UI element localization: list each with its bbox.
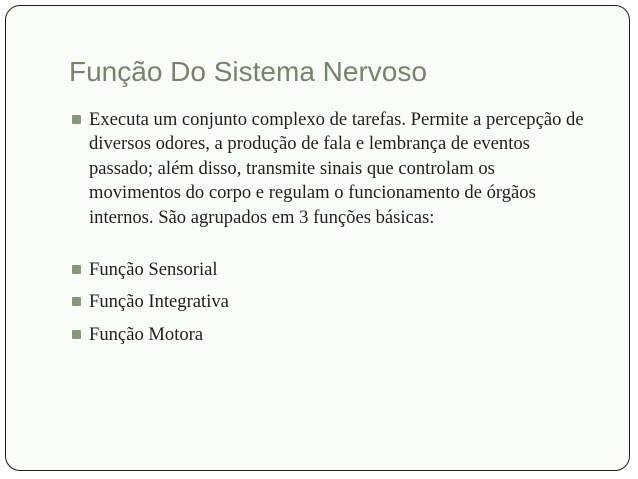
- square-bullet-icon: [72, 115, 81, 124]
- bullet-text: Executa um conjunto complexo de tarefas. Permite a percepção de diversos odores, a produção de fala e lembrança de eventos passado; além disso, transmite sinais que controlam os movimentos do corpo e regulam o funcionamento de órgãos internos. São agrupados em 3 funções básicas:: [89, 109, 584, 228]
- bullet-item-motor-function: [69, 323, 589, 347]
- bullet-text: Função Motora: [89, 323, 204, 345]
- bullet-list: [69, 108, 589, 355]
- bullet-item-integrative-function: [69, 290, 589, 314]
- slide-title: Função Do Sistema Nervoso: [69, 56, 427, 87]
- bullet-item-description: [69, 108, 589, 230]
- bullet-text: Função Sensorial: [89, 259, 218, 281]
- bullet-item-sensory-function: [69, 258, 589, 282]
- bullet-text: Função Integrativa: [89, 291, 229, 313]
- square-bullet-icon: [72, 330, 81, 339]
- square-bullet-icon: [72, 297, 81, 306]
- square-bullet-icon: [72, 265, 81, 274]
